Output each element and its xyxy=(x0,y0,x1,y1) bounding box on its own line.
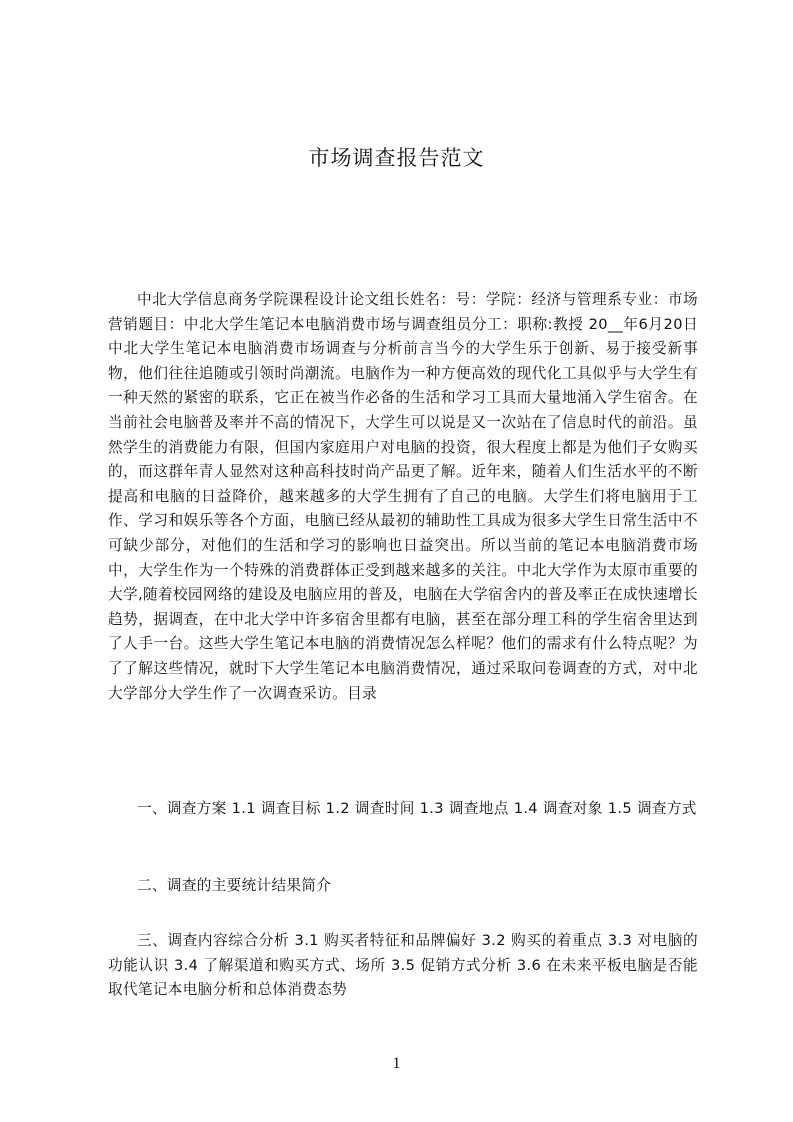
toc-section-1: 一、调查方案 1.1 调查目标 1.2 调查时间 1.3 调查地点 1.4 调查对象 1.5 调查方式 xyxy=(137,800,697,817)
body-paragraph-intro: 中北大学信息商务学院课程设计论文组长姓名：号：学院：经济与管理系专业：市场营销题目：中北大学生笔记本电脑消费市场与调查组员分工：职称:教授 20__年6月20日中北大学生笔记本电脑消费市场调查与分析前言当今的大学生乐于创新、易于接受新事物，他们往往追随或引领时尚潮流。电脑作为一种方便高效的现代化工具似乎与大学生有一种天然的紧密的联系，它正在被当作必备的生活和学习工具而大量地涌入学生宿舍。在当前社会电脑普及率并不高的情况下，大学生可以说是又一次站在了信息时代的前沿。虽然学生的消费能力有限，但国内家庭用户对电脑的投资，很大程度上都是为他们子女购买的，而这群年青人显然对这种高科技时尚产品更了解。近年来，随着人们生活水平的不断提高和电脑的日益降价，越来越多的大学生拥有了自己的电脑。大学生们将电脑用于工作、学习和娱乐等各个方面，电脑已经从最初的辅助性工具成为很多大学生日常生活中不可缺少部分，对他们的生活和学习的影响也日益突出。所以当前的笔记本电脑消费市场中，大学生作为一个特殊的消费群体正受到越来越多的关注。中北大学作为太原市重要的大学,随着校园网络的建设及电脑应用的普及，电脑在大学宿舍内的普及率正在成快速增长趋势，据调查，在中北大学中许多宿舍里都有电脑，甚至在部分理工科的学生宿舍里达到了人手一台。这些大学生笔记本电脑的消费情况怎么样呢？他们的需求有什么特点呢？为了了解这些情况，就时下大学生笔记本电脑消费情况，通过采取问卷调查的方式，对中北大学部分大学生作了一次调查采访。目录 xyxy=(108,291,698,702)
toc-section-3: 三、调查内容综合分析 3.1 购买者特征和品牌偏好 3.2 购买的着重点 3.3 对电脑的功能认识 3.4 了解渠道和购买方式、场所 3.5 促销方式分析 3.6 在未来平板电脑是否能取代笔记本电脑分析和总体消费态势 xyxy=(108,932,698,999)
document-title: 市场调查报告范文 xyxy=(308,146,485,170)
page-number: 1 xyxy=(392,1055,401,1072)
toc-section-2: 二、调查的主要统计结果简介 xyxy=(137,877,332,894)
